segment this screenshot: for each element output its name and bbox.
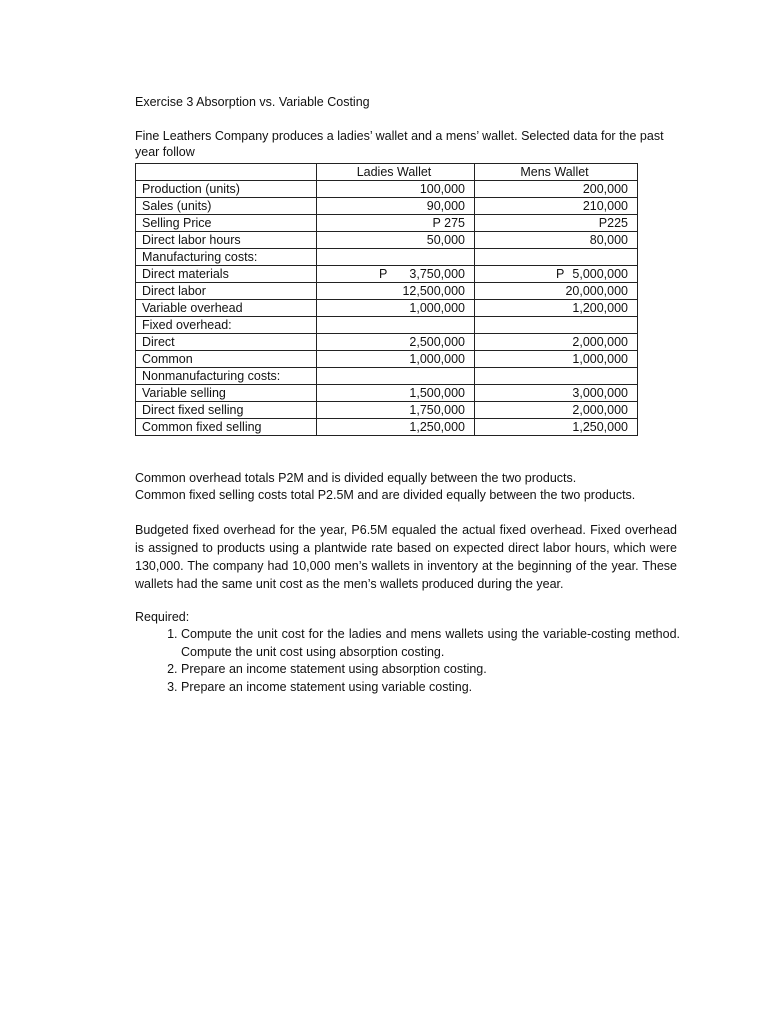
overhead-paragraph: Budgeted fixed overhead for the year, P6.5M equaled the actual fixed overhead. Fixed overhead is assigned to products using a plantwide rate based on expected direct labor hours, which were 130,000. The company had 10,000 men’s wallets in inventory at the beginning of the year. These wallets had the same unit cost as the men’s wallets produced during the year. <box>135 523 677 591</box>
note-common-overhead: Common overhead totals P2M and is divided equally between the two products. <box>135 471 577 485</box>
required-heading: Required: <box>135 610 190 624</box>
data-table <box>135 163 638 436</box>
table-row <box>136 334 638 351</box>
row-label: Common <box>136 351 317 368</box>
ladies-value: 3,750,000 <box>409 267 465 281</box>
table-row <box>136 351 638 368</box>
mens-value: P225 <box>475 215 638 232</box>
mens-value: 1,000,000 <box>475 351 638 368</box>
ladies-value: 12,500,000 <box>317 283 475 300</box>
ladies-value <box>317 317 475 334</box>
table-row <box>136 232 638 249</box>
table-row <box>136 385 638 402</box>
mens-value: 210,000 <box>475 198 638 215</box>
list-item: 3. Prepare an income statement using variable costing. <box>181 679 680 697</box>
ladies-value: 1,500,000 <box>317 385 475 402</box>
row-label: Selling Price <box>136 215 317 232</box>
table-row <box>136 419 638 436</box>
table-row <box>136 283 638 300</box>
section-label: Fixed overhead: <box>136 317 317 334</box>
ladies-value: 1,000,000 <box>317 351 475 368</box>
required-list <box>135 626 680 696</box>
ladies-value <box>317 368 475 385</box>
mens-value-cell <box>475 266 638 283</box>
row-label: Direct <box>136 334 317 351</box>
row-label: Direct fixed selling <box>136 402 317 419</box>
mens-value: 1,200,000 <box>475 300 638 317</box>
ladies-value <box>317 249 475 266</box>
list-item: 2. Prepare an income statement using absorption costing. <box>181 661 680 679</box>
table-row <box>136 198 638 215</box>
table-row <box>136 215 638 232</box>
ladies-value: 1,750,000 <box>317 402 475 419</box>
table-row <box>136 181 638 198</box>
row-label: Variable selling <box>136 385 317 402</box>
notes <box>135 470 680 504</box>
mens-value: 2,000,000 <box>475 402 638 419</box>
ladies-value: 1,000,000 <box>317 300 475 317</box>
row-label: Variable overhead <box>136 300 317 317</box>
mens-value <box>475 368 638 385</box>
section-label: Manufacturing costs: <box>136 249 317 266</box>
peso-sign: P <box>556 267 565 281</box>
intro-text: Fine Leathers Company produces a ladies’ wallet and a mens’ wallet. Selected data for the past year follow <box>135 129 664 159</box>
section-label: Nonmanufacturing costs: <box>136 368 317 385</box>
ladies-value: 1,250,000 <box>317 419 475 436</box>
ladies-value: 100,000 <box>317 181 475 198</box>
row-label: Sales (units) <box>136 198 317 215</box>
note-common-selling: Common fixed selling costs total P2.5M and are divided equally between the two products. <box>135 488 636 502</box>
mens-value <box>475 249 638 266</box>
ladies-value: 90,000 <box>317 198 475 215</box>
header-blank <box>136 164 317 181</box>
ladies-value-cell <box>317 266 475 283</box>
row-label: Direct labor hours <box>136 232 317 249</box>
table-section-row <box>136 368 638 385</box>
table-header-row <box>136 164 638 181</box>
mens-value: 5,000,000 <box>572 267 628 281</box>
row-label: Production (units) <box>136 181 317 198</box>
table-row <box>136 300 638 317</box>
table-row <box>136 402 638 419</box>
row-label: Direct labor <box>136 283 317 300</box>
mens-value: 2,000,000 <box>475 334 638 351</box>
table-row <box>136 266 638 283</box>
row-label: Direct materials <box>136 266 317 283</box>
mens-value: 80,000 <box>475 232 638 249</box>
peso-sign: P <box>379 267 388 281</box>
mens-value: 3,000,000 <box>475 385 638 402</box>
table-section-row <box>136 317 638 334</box>
mens-value: 20,000,000 <box>475 283 638 300</box>
ladies-value: 50,000 <box>317 232 475 249</box>
list-item: 1. Compute the unit cost for the ladies and mens wallets using the variable-costing method. Compute the unit cost using absorption costing. <box>181 626 680 661</box>
row-label: Common fixed selling <box>136 419 317 436</box>
header-ladies-wallet: Ladies Wallet <box>317 164 475 181</box>
mens-value: 1,250,000 <box>475 419 638 436</box>
header-mens-wallet: Mens Wallet <box>475 164 638 181</box>
mens-value <box>475 317 638 334</box>
mens-value: 200,000 <box>475 181 638 198</box>
ladies-value: P 275 <box>317 215 475 232</box>
ladies-value: 2,500,000 <box>317 334 475 351</box>
exercise-title: Exercise 3 Absorption vs. Variable Costing <box>135 95 370 109</box>
table-section-row <box>136 249 638 266</box>
